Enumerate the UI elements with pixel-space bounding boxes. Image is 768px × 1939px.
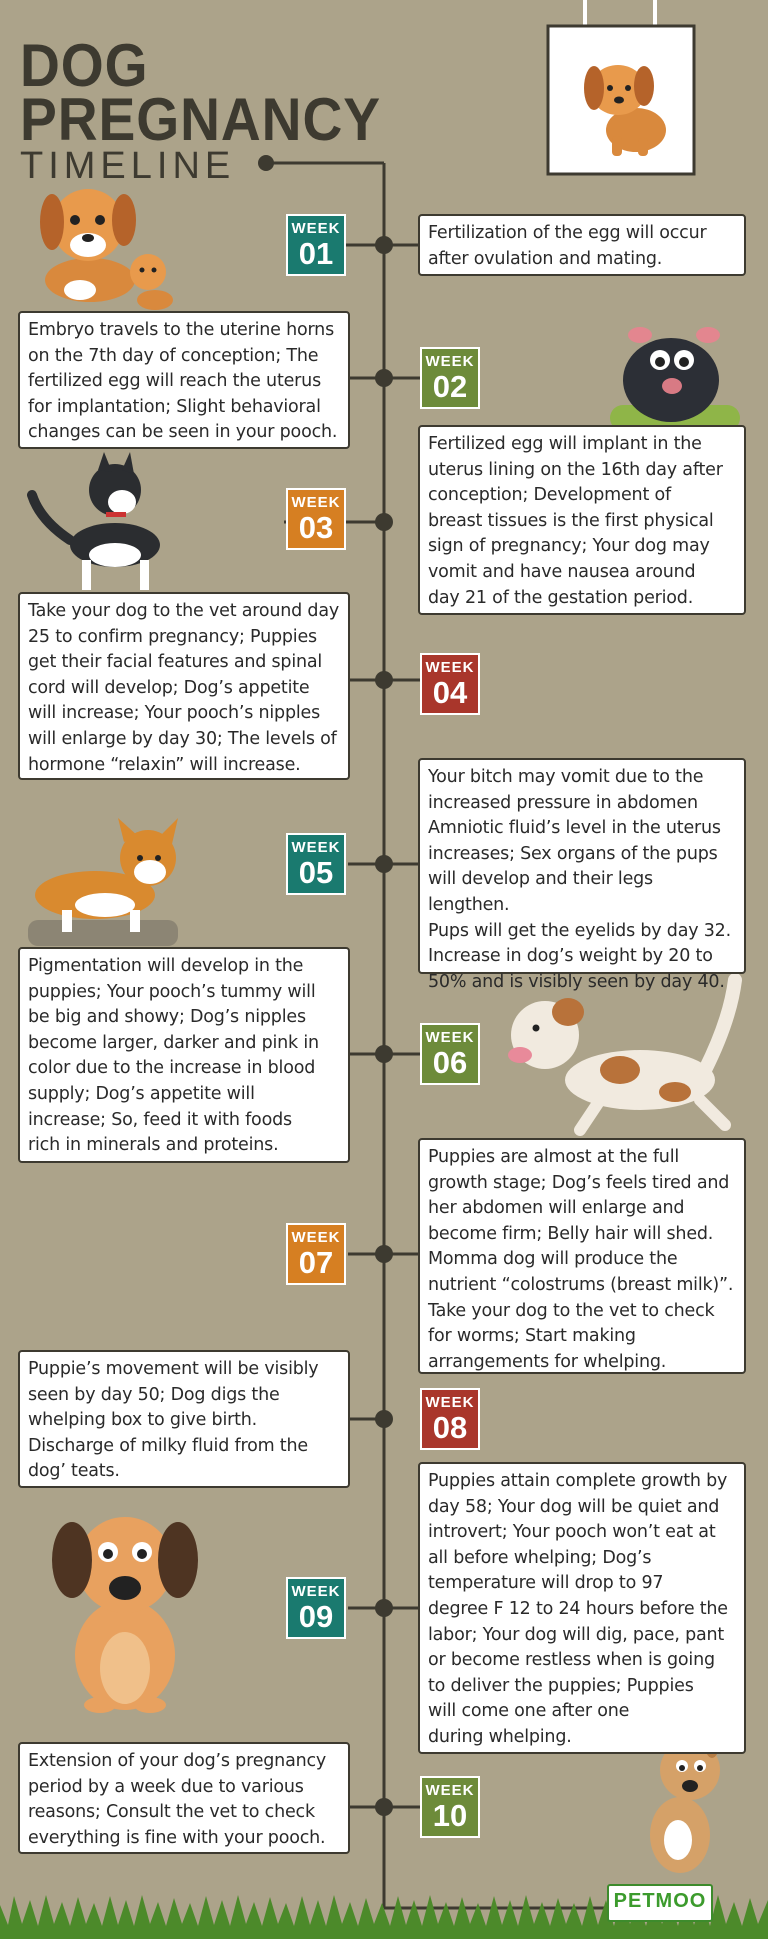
week-number: 10 <box>432 1798 468 1833</box>
week-10-description: Extension of your dog’s pregnancy period by a week due to various reasons; Consult the vet to check everything is fine with your pooch. <box>18 1742 350 1854</box>
week-label: WEEK <box>291 839 341 856</box>
week-number: 04 <box>432 675 468 710</box>
week-08-description: Puppie’s movement will be visibly seen by day 50; Dog digs the whelping box to give birth. Discharge of milky fluid from the dog’ teats. <box>18 1350 350 1488</box>
corgi-illustration <box>28 818 178 946</box>
week-label: WEEK <box>291 220 341 237</box>
sitting-dog-illustration <box>52 1517 198 1713</box>
week-06-description: Pigmentation will develop in the puppies; Your pooch’s tummy will be big and showy; Dog’s nipples become larger, darker and pink in color due to the increase in blood supply; Dog’s appetite will increase; So, feed it with foods rich in minerals and proteins. <box>18 947 350 1163</box>
week-number: 07 <box>298 1245 334 1280</box>
week-07-badge <box>286 1223 346 1285</box>
week-number: 06 <box>432 1045 468 1080</box>
week-05-badge <box>286 833 346 895</box>
puppies-illustration-1 <box>40 189 173 310</box>
week-label: WEEK <box>425 1029 475 1046</box>
week-label: WEEK <box>425 1782 475 1799</box>
week-09-description: Puppies attain complete growth by day 58; Your dog will be quiet and introvert; Your pooch won’t eat at all before whelping; Dog’s temperature will drop to 97 degree F 12 to 24 hours before the labor; Your dog will dig, pace, pant or become restless when is going to deliver the puppies; Puppies will come one after one during whelping. <box>418 1462 746 1754</box>
title-line-2: PREGNANCY <box>20 86 381 153</box>
hanging-frame-illustration <box>548 0 694 174</box>
week-label: WEEK <box>291 1229 341 1246</box>
petmoo-logo <box>607 1884 713 1922</box>
week-05-description: Your bitch may vomit due to the increased pressure in abdomen Amniotic fluid’s level in the uterus increases; Sex organs of the pups will develop and their legs lengthen. Pups will get the eyelids by day 32. Increase in dog’s weight by 20 to 50% and is visibly seen by day 40. <box>418 758 746 974</box>
week-label: WEEK <box>425 353 475 370</box>
week-number: 05 <box>298 855 334 890</box>
timeline-start-dot <box>258 155 274 171</box>
week-02-badge <box>420 347 480 409</box>
week-number: 03 <box>298 510 334 545</box>
logo-text: PETMOO <box>613 1890 707 1912</box>
week-08-badge <box>420 1388 480 1450</box>
week-label: WEEK <box>291 1583 341 1600</box>
week-09-badge <box>286 1577 346 1639</box>
week-01-badge <box>286 214 346 276</box>
border-collie-illustration <box>32 452 160 590</box>
black-dog-illustration <box>610 327 740 431</box>
week-10-badge <box>420 1776 480 1838</box>
week-07-description: Puppies are almost at the full growth stage; Dog’s feels tired and her abdomen will enlarge and become firm; Belly hair will shed. Momma dog will produce the nutrient “colostrums (breast milk)”. Take your dog to the vet to check for worms; Start making arrangements for whelping. <box>418 1138 746 1374</box>
week-number: 09 <box>298 1599 334 1634</box>
week-label: WEEK <box>291 494 341 511</box>
week-label: WEEK <box>425 1394 475 1411</box>
week-02-description: Embryo travels to the uterine horns on the 7th day of conception; The fertilized egg will reach the uterus for implantation; Slight behavioral changes can be seen in your pooch. <box>18 311 350 449</box>
title-line-1: DOG <box>20 32 149 99</box>
week-03-description: Fertilized egg will implant in the uterus lining on the 16th day after conception; Development of breast tissues is the first physical sign of pregnancy; Your dog may vomit and have nausea around day 21 of the gestation period. <box>418 425 746 615</box>
week-03-badge <box>286 488 346 550</box>
week-label: WEEK <box>425 659 475 676</box>
week-number: 08 <box>432 1410 468 1445</box>
week-01-description: Fertilization of the egg will occur after ovulation and mating. <box>418 214 746 276</box>
week-04-description: Take your dog to the vet around day 25 to confirm pregnancy; Puppies get their facial features and spinal cord will develop; Dog’s appetite will increase; Your pooch’s nipples will enlarge by day 30; The levels of hormone “relaxin” will increase. <box>18 592 350 780</box>
week-06-badge <box>420 1023 480 1085</box>
week-number: 02 <box>432 369 468 404</box>
running-dog-illustration <box>508 980 735 1130</box>
week-number: 01 <box>298 236 334 271</box>
week-04-badge <box>420 653 480 715</box>
title-line-3: TIMELINE <box>20 145 236 187</box>
